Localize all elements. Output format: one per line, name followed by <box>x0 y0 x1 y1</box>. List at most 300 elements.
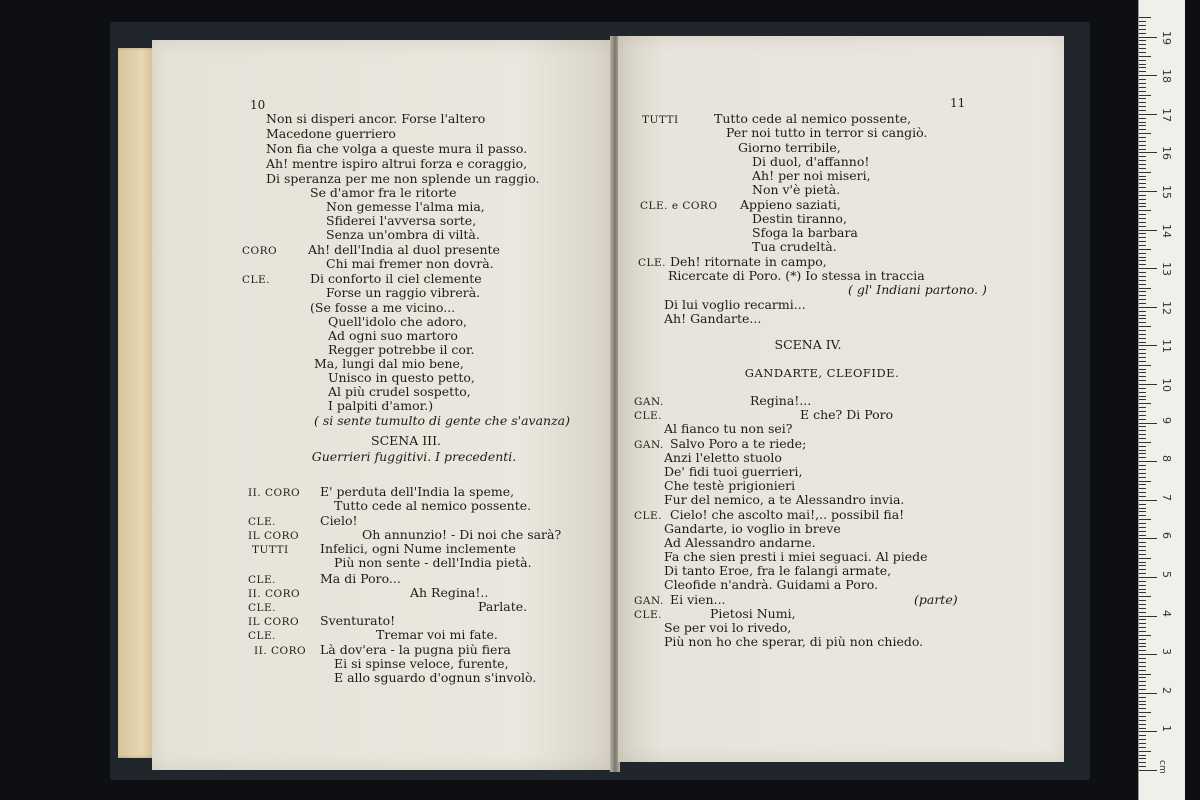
verse-line: Destin tiranno, <box>752 211 847 226</box>
ruler-tick <box>1139 658 1146 659</box>
ruler-tick <box>1139 554 1146 555</box>
speaker-label: II. CORO <box>254 645 307 657</box>
ruler-tick <box>1139 758 1146 759</box>
verse-line: Non v'è pietà. <box>752 182 841 197</box>
ruler-number: 12 <box>1160 300 1173 315</box>
ruler-tick <box>1139 125 1146 126</box>
left-page <box>152 40 614 770</box>
ruler-tick <box>1139 643 1146 644</box>
speaker-label: CLE. <box>248 516 277 528</box>
ruler-tick <box>1139 535 1146 536</box>
ruler-tick <box>1139 168 1146 169</box>
ruler-tick <box>1139 156 1146 157</box>
ruler-tick <box>1139 311 1146 312</box>
ruler-tick <box>1139 187 1146 188</box>
verse-line: Regger potrebbe il cor. <box>328 342 475 357</box>
ruler-tick <box>1139 666 1146 667</box>
ruler-tick <box>1139 646 1146 647</box>
ruler-tick <box>1139 619 1146 620</box>
ruler-tick <box>1139 735 1146 736</box>
verse-line: Fa che sien presti i miei seguaci. Al piede <box>664 549 928 564</box>
ruler-tick <box>1139 17 1151 18</box>
ruler-tick <box>1139 95 1151 96</box>
ruler-tick <box>1139 592 1146 593</box>
ruler-tick <box>1139 415 1146 416</box>
verse-line: Ei vien... <box>670 592 726 607</box>
verse-line: Salvo Poro a te riede; <box>670 436 807 451</box>
verse-line: Cielo! che ascolto mai!,.. possibil fia! <box>670 507 905 522</box>
verse-line: Non fia che volga a queste mura il passo. <box>266 141 528 156</box>
measurement-ruler <box>1138 0 1185 800</box>
speaker-label: II. CORO <box>248 588 301 600</box>
ruler-tick <box>1139 399 1146 400</box>
ruler-tick <box>1139 102 1146 103</box>
ruler-tick <box>1139 608 1146 609</box>
ruler-tick <box>1139 118 1146 119</box>
ruler-tick <box>1139 361 1146 362</box>
ruler-tick <box>1139 739 1146 740</box>
verse-line: Cleofide n'andrà. Guidami a Poro. <box>664 577 878 592</box>
ruler-tick <box>1139 384 1157 385</box>
ruler-tick <box>1139 129 1146 130</box>
ruler-tick <box>1139 276 1146 277</box>
ruler-tick <box>1139 500 1157 501</box>
verse-line: Anzi l'eletto stuolo <box>664 450 782 465</box>
ruler-tick <box>1139 558 1151 559</box>
ruler-tick <box>1139 546 1146 547</box>
ruler-tick <box>1139 288 1151 289</box>
ruler-tick <box>1139 226 1146 227</box>
ruler-tick <box>1139 612 1146 613</box>
ruler-tick <box>1139 291 1146 292</box>
ruler-tick <box>1139 133 1151 134</box>
ruler-number: 2 <box>1160 686 1173 694</box>
ruler-tick <box>1139 446 1146 447</box>
ruler-tick <box>1139 627 1146 628</box>
ruler-tick <box>1139 241 1146 242</box>
ruler-tick <box>1139 83 1146 84</box>
ruler-number: 8 <box>1160 455 1173 463</box>
speaker-label: GAN. <box>634 439 664 451</box>
page-number-right: 11 <box>950 96 966 110</box>
ruler-number: 10 <box>1160 378 1173 392</box>
ruler-tick <box>1139 515 1146 516</box>
ruler-tick <box>1139 731 1157 732</box>
ruler-tick <box>1139 307 1157 308</box>
ruler-tick <box>1139 206 1146 207</box>
stage-direction: (parte) <box>914 592 958 607</box>
ruler-tick <box>1139 419 1146 420</box>
ruler-tick <box>1139 191 1157 192</box>
ruler-tick <box>1139 152 1157 153</box>
speaker-label: CLE. <box>638 257 667 269</box>
ruler-number: 7 <box>1160 493 1173 501</box>
ruler-number: 1 <box>1160 725 1173 733</box>
speaker-label: IL CORO <box>248 530 300 542</box>
verse-line: Appieno saziati, <box>740 197 841 212</box>
speaker-label: CLE. <box>634 510 663 522</box>
ruler-tick <box>1139 295 1146 296</box>
verse-line: Macedone guerriero <box>266 126 396 141</box>
ruler-tick <box>1139 79 1146 80</box>
speaker-label: II. CORO <box>248 487 301 499</box>
ruler-tick <box>1139 581 1146 582</box>
ruler-tick <box>1139 203 1146 204</box>
ruler-unit: cm <box>1157 760 1167 774</box>
ruler-tick <box>1139 654 1157 655</box>
ruler-tick <box>1139 164 1146 165</box>
ruler-tick <box>1139 465 1146 466</box>
ruler-tick <box>1139 396 1146 397</box>
ruler-tick <box>1139 477 1146 478</box>
ruler-tick <box>1139 712 1151 713</box>
ruler-tick <box>1139 21 1146 22</box>
speaker-label: CLE. e CORO <box>640 200 718 212</box>
stage-direction: ( si sente tumulto di gente che s'avanza) <box>314 413 571 428</box>
verse-line: De' fidi tuoi guerrieri, <box>664 464 803 479</box>
verse-line: I palpiti d'amor.) <box>328 398 434 413</box>
ruler-tick <box>1139 299 1146 300</box>
verse-line: Senza un'ombra di viltà. <box>326 227 480 242</box>
speaker-label: GAN. <box>634 396 664 408</box>
verse-line: Oh annunzio! - Di noi che sarà? <box>362 527 562 542</box>
ruler-number: 17 <box>1160 107 1173 122</box>
verse-line: Ah! per noi miseri, <box>752 168 871 183</box>
verse-line: Parlate. <box>478 599 528 614</box>
verse-line: Più non sente - dell'India pietà. <box>334 555 532 570</box>
ruler-tick <box>1139 60 1146 61</box>
ruler-tick <box>1139 44 1146 45</box>
ruler-tick <box>1139 110 1146 111</box>
ruler-tick <box>1139 519 1151 520</box>
speaker-label: CLE. <box>248 574 277 586</box>
ruler-tick <box>1139 650 1146 651</box>
ruler-tick <box>1139 40 1146 41</box>
ruler-tick <box>1139 330 1146 331</box>
ruler-tick <box>1139 403 1151 404</box>
ruler-tick <box>1139 264 1146 265</box>
ruler-tick <box>1139 538 1157 539</box>
verse-line: Quell'idolo che adoro, <box>328 314 468 329</box>
ruler-tick <box>1139 743 1146 744</box>
ruler-tick <box>1139 372 1146 373</box>
ruler-number: 14 <box>1160 223 1173 238</box>
ruler-tick <box>1139 708 1146 709</box>
ruler-tick <box>1139 635 1151 636</box>
verse-line: Ah! mentre ispiro altrui forza e coraggio, <box>266 156 528 171</box>
speaker-label: CORO <box>242 245 278 257</box>
ruler-tick <box>1139 689 1146 690</box>
ruler-tick <box>1139 751 1151 752</box>
ruler-number: 11 <box>1160 339 1173 354</box>
verse-line: Pietosi Numi, <box>710 606 796 621</box>
ruler-tick <box>1139 342 1146 343</box>
speaker-label: CLE. <box>242 274 271 286</box>
ruler-tick <box>1139 453 1146 454</box>
verse-line: Infelici, ogni Nume inclemente <box>320 541 516 556</box>
ruler-tick <box>1139 25 1146 26</box>
ruler-tick <box>1139 469 1146 470</box>
ruler-tick <box>1139 531 1146 532</box>
ruler-tick <box>1139 596 1151 597</box>
speaker-label: TUTTI <box>642 114 679 126</box>
ruler-tick <box>1139 623 1146 624</box>
ruler-tick <box>1139 195 1146 196</box>
ruler-tick <box>1139 176 1146 177</box>
speaker-label: TUTTI <box>252 544 289 556</box>
ruler-tick <box>1139 585 1146 586</box>
verse-line: Chi mai fremer non dovrà. <box>326 256 494 271</box>
ruler-tick <box>1139 670 1146 671</box>
ruler-tick <box>1139 662 1146 663</box>
verse-line: Cielo! <box>320 513 358 528</box>
ruler-tick <box>1139 64 1146 65</box>
ruler-tick <box>1139 376 1146 377</box>
ruler-tick <box>1139 160 1146 161</box>
ruler-tick <box>1139 218 1146 219</box>
ruler-tick <box>1139 693 1157 694</box>
verse-line: E che? Di Poro <box>800 407 894 422</box>
ruler-tick <box>1139 434 1146 435</box>
ruler-tick <box>1139 511 1146 512</box>
ruler-number: 5 <box>1160 571 1173 578</box>
ruler-tick <box>1139 616 1157 617</box>
verse-line: Unisco in questo petto, <box>328 370 475 385</box>
ruler-tick <box>1139 600 1146 601</box>
ruler-tick <box>1139 766 1146 767</box>
verse-line: Gandarte, io voglio in breve <box>664 521 841 536</box>
ruler-tick <box>1139 56 1151 57</box>
ruler-tick <box>1139 697 1146 698</box>
ruler-tick <box>1139 426 1146 427</box>
ruler-tick <box>1139 349 1146 350</box>
ruler-tick <box>1139 527 1146 528</box>
ruler-tick <box>1139 322 1146 323</box>
ruler-tick <box>1139 106 1146 107</box>
ruler-tick <box>1139 280 1146 281</box>
ruler-tick <box>1139 442 1151 443</box>
ruler-tick <box>1139 473 1146 474</box>
ruler-tick <box>1139 149 1146 150</box>
ruler-tick <box>1139 199 1146 200</box>
ruler-tick <box>1139 172 1151 173</box>
ruler-number: 19 <box>1160 30 1173 45</box>
ruler-tick <box>1139 369 1146 370</box>
ruler-number: 6 <box>1160 532 1173 540</box>
ruler-tick <box>1139 639 1146 640</box>
scene-title-left: SCENA III. <box>371 433 441 448</box>
verse-line: Tua crudeltà. <box>752 239 837 254</box>
ruler-tick <box>1139 268 1157 269</box>
verse-line: E' perduta dell'India la speme, <box>320 484 515 499</box>
ruler-number: 9 <box>1160 416 1173 424</box>
verse-line: Tremar voi mi fate. <box>376 627 498 642</box>
ruler-tick <box>1139 728 1146 729</box>
scene-subtitle-left: Guerrieri fuggitivi. I precedenti. <box>311 449 517 464</box>
ruler-tick <box>1139 137 1146 138</box>
verse-line: Tutto cede al nemico possente, <box>714 111 912 126</box>
ruler-number: 13 <box>1160 262 1173 277</box>
speaker-label: CLE. <box>634 410 663 422</box>
ruler-tick <box>1139 222 1146 223</box>
ruler-tick <box>1139 762 1146 763</box>
ruler-tick <box>1139 249 1151 250</box>
verse-line: Ma, lungi dal mio bene, <box>314 356 464 371</box>
ruler-tick <box>1139 214 1146 215</box>
ruler-tick <box>1139 523 1146 524</box>
ruler-tick <box>1139 357 1146 358</box>
ruler-tick <box>1139 272 1146 273</box>
page-number-left: 10 <box>250 98 266 112</box>
ruler-tick <box>1139 91 1146 92</box>
ruler-tick <box>1139 589 1146 590</box>
ruler-tick <box>1139 681 1146 682</box>
ruler-tick <box>1139 179 1146 180</box>
ruler-tick <box>1139 716 1146 717</box>
verse-line: Al più crudel sospetto, <box>328 384 471 399</box>
ruler-tick <box>1139 438 1146 439</box>
verse-line: Ei si spinse veloce, furente, <box>334 656 509 671</box>
verse-line: Non gemesse l'alma mia, <box>326 199 485 214</box>
verse-line: Di lui voglio recarmi... <box>664 297 806 312</box>
ruler-tick <box>1139 345 1157 346</box>
ruler-tick <box>1139 461 1157 462</box>
ruler-tick <box>1139 67 1146 68</box>
ruler-tick <box>1139 353 1146 354</box>
ruler-tick <box>1139 233 1146 234</box>
ruler-tick <box>1139 542 1146 543</box>
ruler-tick <box>1139 318 1146 319</box>
verse-line: Di duol, d'affanno! <box>752 154 870 169</box>
ruler-tick <box>1139 326 1151 327</box>
ruler-tick <box>1139 260 1146 261</box>
ruler-tick <box>1139 604 1146 605</box>
ruler-tick <box>1139 392 1146 393</box>
ruler-tick <box>1139 677 1146 678</box>
verse-line: Là dov'era - la pugna più fiera <box>320 642 511 657</box>
ruler-tick <box>1139 492 1146 493</box>
ruler-tick <box>1139 315 1146 316</box>
ruler-tick <box>1139 48 1146 49</box>
ruler-number: 3 <box>1160 648 1173 656</box>
ruler-tick <box>1139 450 1146 451</box>
verse-line: E allo sguardo d'ognun s'involò. <box>334 670 537 685</box>
ruler-tick <box>1139 52 1146 53</box>
ruler-tick <box>1139 577 1157 578</box>
ruler-number: 16 <box>1160 146 1173 161</box>
ruler-tick <box>1139 407 1146 408</box>
verse-line: Ma di Poro... <box>320 571 401 586</box>
verse-line: Forse un raggio vibrerà. <box>326 285 481 300</box>
verse-line: Al fianco tu non sei? <box>664 421 793 436</box>
ruler-tick <box>1139 380 1146 381</box>
ruler-tick <box>1139 457 1146 458</box>
verse-line: Se per voi lo rivedo, <box>664 620 792 635</box>
speaker-label: IL CORO <box>248 616 300 628</box>
ruler-tick <box>1139 334 1146 335</box>
speaker-label: CLE. <box>634 609 663 621</box>
ruler-tick <box>1139 253 1146 254</box>
ruler-tick <box>1139 210 1151 211</box>
verse-line: Tutto cede al nemico possente. <box>334 498 532 513</box>
ruler-tick <box>1139 365 1151 366</box>
ruler-tick <box>1139 33 1146 34</box>
verse-line: Sfoga la barbara <box>752 225 858 240</box>
verse-line: Più non ho che sperar, di più non chiedo. <box>664 634 924 649</box>
ruler-tick <box>1139 145 1146 146</box>
verse-line: Ad ogni suo martoro <box>328 328 458 343</box>
ruler-tick <box>1139 122 1146 123</box>
scene-title-right: SCENA IV. <box>774 337 842 352</box>
ruler-tick <box>1139 496 1146 497</box>
verse-line: Ah! Gandarte... <box>664 311 762 326</box>
ruler-tick <box>1139 141 1146 142</box>
verse-line: Ricercate di Poro. (*) Io stessa in traccia <box>668 268 925 283</box>
scene-subtitle-right: GANDARTE, CLEOFIDE. <box>744 366 900 380</box>
ruler-tick <box>1139 755 1146 756</box>
ruler-number: 18 <box>1160 69 1173 84</box>
verse-line: Ad Alessandro andarne. <box>664 535 816 550</box>
ruler-tick <box>1139 701 1146 702</box>
ruler-tick <box>1139 230 1157 231</box>
ruler-tick <box>1139 484 1146 485</box>
right-page <box>618 36 1064 762</box>
ruler-tick <box>1139 29 1146 30</box>
verse-line: Deh! ritornate in campo, <box>670 254 827 269</box>
ruler-tick <box>1139 37 1157 38</box>
stage-direction: ( gl' Indiani partono. ) <box>848 282 987 297</box>
ruler-tick <box>1139 565 1146 566</box>
ruler-tick <box>1139 183 1146 184</box>
verse-line: Di conforto il ciel clemente <box>310 271 482 286</box>
verse-line: Sventurato! <box>320 613 396 628</box>
ruler-number: 4 <box>1160 609 1173 617</box>
ruler-tick <box>1139 237 1146 238</box>
ruler-tick <box>1139 631 1146 632</box>
ruler-tick <box>1139 87 1146 88</box>
ruler-tick <box>1139 481 1151 482</box>
ruler-tick <box>1139 674 1151 675</box>
ruler-tick <box>1139 411 1146 412</box>
verse-line: Ah! dell'India al duol presente <box>308 242 500 257</box>
ruler-tick <box>1139 303 1146 304</box>
ruler-tick <box>1139 573 1146 574</box>
ruler-tick <box>1139 114 1157 115</box>
verse-line: Se d'amor fra le ritorte <box>310 185 457 200</box>
speaker-label: CLE. <box>248 602 277 614</box>
ruler-tick <box>1139 75 1157 76</box>
verse-line: Di speranza per me non splende un raggio. <box>266 171 540 186</box>
ruler-number: 15 <box>1160 185 1173 199</box>
verse-line: Sfiderei l'avversa sorte, <box>326 213 477 228</box>
verse-line: Ah Regina!.. <box>410 585 489 600</box>
verse-line: (Se fosse a me vicino... <box>310 300 456 315</box>
ruler-tick <box>1139 508 1146 509</box>
ruler-tick <box>1139 488 1146 489</box>
ruler-tick <box>1139 704 1146 705</box>
ruler-tick <box>1139 284 1146 285</box>
ruler-tick <box>1139 724 1146 725</box>
ruler-tick <box>1139 504 1146 505</box>
verse-line: Non si disperi ancor. Forse l'altero <box>266 111 486 126</box>
ruler-tick <box>1139 685 1146 686</box>
verse-line: Regina!... <box>750 393 812 408</box>
verse-line: Di tanto Eroe, fra le falangi armate, <box>664 563 892 578</box>
ruler-tick <box>1139 98 1146 99</box>
ruler-tick <box>1139 747 1146 748</box>
verse-line: Fur del nemico, a te Alessandro invia. <box>664 492 905 507</box>
ruler-tick <box>1139 720 1146 721</box>
